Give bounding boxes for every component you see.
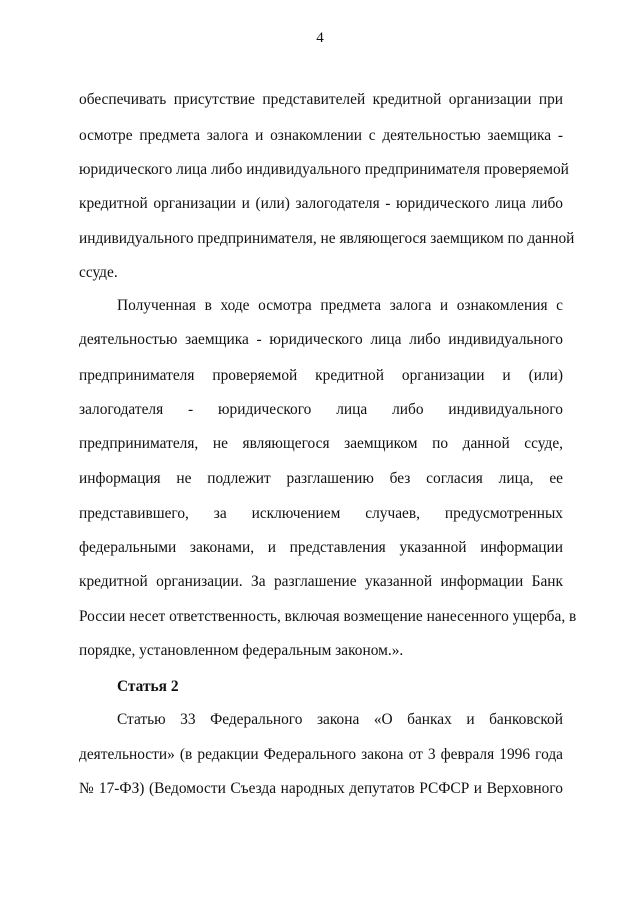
paragraph-2-first-line: Полученная в ходе осмотра предмета залога и ознакомления с (117, 297, 563, 314)
paragraph-3-line: № 17-ФЗ) (Ведомости Съезда народных депутатов РСФСР и Верховного (79, 780, 563, 797)
paragraph-2-line: деятельностью заемщика - юридического лица либо индивидуального (79, 331, 563, 348)
paragraph-2-line: информация не подлежит разглашению без согласия лица, ее (79, 470, 563, 487)
paragraph-1-line: юридического лица либо индивидуального предпринимателя проверяемой (79, 161, 569, 178)
paragraph-1-line: осмотре предмета залога и ознакомлении с деятельностью заемщика - (79, 127, 563, 144)
paragraph-2-line: предпринимателя, не являющегося заемщиком по данной ссуде, (79, 435, 563, 452)
paragraph-2-line: залогодателя - юридического лица либо индивидуального (79, 401, 563, 418)
page-number: 4 (316, 30, 324, 46)
paragraph-1-line: индивидуального предпринимателя, не являющегося заемщиком по данной (79, 230, 575, 247)
paragraph-1-line: ссуде. (79, 264, 118, 281)
paragraph-1-line: кредитной организации и (или) залогодателя - юридического лица либо (79, 195, 563, 212)
paragraph-2-line: кредитной организации. За разглашение указанной информации Банк (79, 573, 563, 590)
paragraph-2-line: федеральными законами, и представления указанной информации (79, 539, 563, 556)
paragraph-3-first-line: Статью 33 Федерального закона «О банках и банковской (117, 711, 563, 728)
paragraph-3-line: деятельности» (в редакции Федерального закона от 3 февраля 1996 года (79, 746, 563, 763)
paragraph-2-line: порядке, установленном федеральным законом.». (79, 642, 404, 659)
article-heading: Статья 2 (117, 678, 179, 695)
paragraph-1-line: обеспечивать присутствие представителей кредитной организации при (79, 91, 563, 108)
paragraph-2-line: представившего, за исключением случаев, предусмотренных (79, 505, 563, 522)
paragraph-2-line: предпринимателя проверяемой кредитной организации и (или) (79, 367, 563, 384)
paragraph-2-line: России несет ответственность, включая возмещение нанесенного ущерба, в (79, 608, 577, 625)
